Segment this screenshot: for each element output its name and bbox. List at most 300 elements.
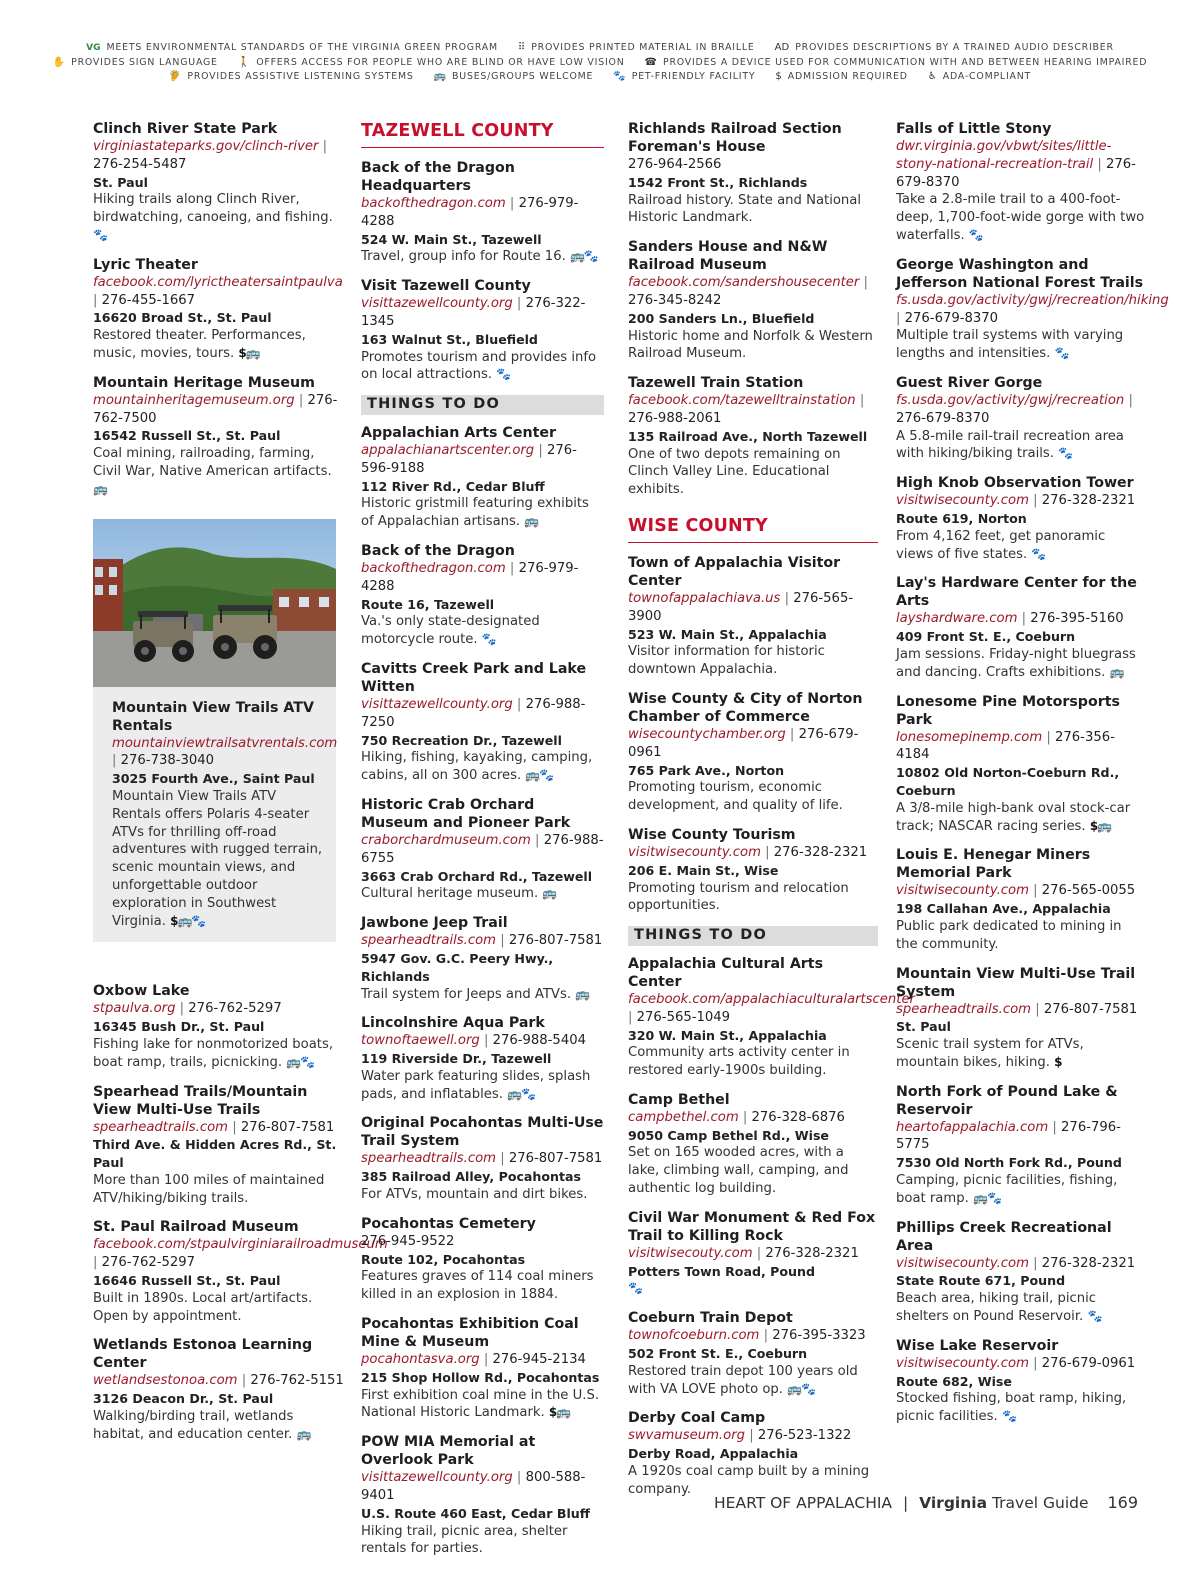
listing-name: Historic Crab Orchard Museum and Pioneer Park xyxy=(361,796,571,831)
listing-phone: 276-738-3040 xyxy=(120,753,215,769)
listing-address: 16542 Russell St., St. Paul xyxy=(93,428,281,444)
listing-description xyxy=(628,643,878,679)
legend-icon: 🚶 xyxy=(237,56,251,68)
listing-description xyxy=(93,1408,345,1444)
listing xyxy=(628,120,878,227)
description-text: More than 100 miles of maintained ATV/hiking/biking trails. xyxy=(93,1172,325,1206)
listing-url[interactable]: visitwisecounty.com xyxy=(896,493,1029,509)
listing-contact xyxy=(628,1245,878,1263)
listing-name: Back of the Dragon Headquarters xyxy=(361,160,515,194)
listing-url[interactable]: campbethel.com xyxy=(628,1109,739,1125)
listing-url[interactable]: spearheadtrails.com xyxy=(361,1151,497,1167)
legend-label: PET-FRIENDLY FACILITY xyxy=(631,71,756,82)
listing-name: Spearhead Trails/Mountain View Multi-Use Trails xyxy=(93,1083,308,1118)
listing-url[interactable]: dwr.virginia.gov/vbwt/sites/little-stony-national-recreation-trail xyxy=(896,139,1112,172)
listing-url[interactable]: appalachianartscenter.org xyxy=(361,442,535,458)
listing-url[interactable]: lonesomepinemp.com xyxy=(896,729,1043,745)
listing-address: 3025 Fourth Ave., Saint Paul xyxy=(112,771,315,787)
amenity-icons: 🚌🐾 xyxy=(525,768,554,783)
listing-address: 385 Railroad Alley, Pocahontas xyxy=(361,1169,582,1185)
listing-name: Pocahontas Cemetery xyxy=(361,1215,536,1232)
listing-contact xyxy=(112,735,338,771)
amenity-icons: 🐾 xyxy=(1058,446,1073,461)
listing-url[interactable]: spearheadtrails.com xyxy=(361,933,497,949)
listing-name: Mountain View Multi-Use Trail System xyxy=(896,965,1136,1000)
description-text: Features graves of 114 coal miners killed in an explosion in 1884. xyxy=(361,1269,594,1303)
things-to-do-heading: THINGS TO DO xyxy=(361,395,604,415)
wise-visitor-listings xyxy=(628,554,878,915)
listing-url[interactable]: wetlandsestonoa.com xyxy=(93,1373,238,1389)
footer-divider: | xyxy=(902,1494,909,1512)
listing-phone: 276-523-1322 xyxy=(757,1428,852,1444)
legend-item xyxy=(518,41,755,56)
listing-phone: 276-328-2321 xyxy=(773,844,868,860)
separator: | xyxy=(759,1328,773,1344)
legend-label: PROVIDES DESCRIPTIONS BY A TRAINED AUDIO DESCRIBER xyxy=(795,42,1114,53)
amenity-icons: $🚌🐾 xyxy=(170,913,206,928)
listing-contact xyxy=(628,844,878,862)
listing-contact xyxy=(628,991,915,1027)
listing-description xyxy=(628,1280,878,1298)
listing-phone: 276-328-6876 xyxy=(751,1109,845,1125)
listing-description xyxy=(896,1172,1146,1208)
listing-contact xyxy=(896,882,1146,900)
listing xyxy=(628,955,915,1080)
listing-url[interactable]: townoftaewell.org xyxy=(361,1033,480,1049)
listing-url[interactable]: heartofappalachia.com xyxy=(896,1119,1049,1135)
listing-address: Route 16, Tazewell xyxy=(361,596,495,612)
amenity-icons: 🐾 xyxy=(1001,1409,1016,1424)
listing-name: Cavitts Creek Park and Lake Witten xyxy=(361,660,587,695)
listing-address: 10802 Old Norton-Coeburn Rd., Coeburn xyxy=(896,765,1120,798)
listing xyxy=(896,120,1146,245)
amenity-icons: 🐾 xyxy=(968,227,983,242)
legend-icon: AD xyxy=(774,42,790,53)
listing-address: 16345 Bush Dr., St. Paul xyxy=(93,1019,265,1035)
listing-phone: 276-945-9522 xyxy=(361,1233,455,1249)
legend-label: ADA-COMPLIANT xyxy=(942,71,1032,82)
legend-label: PROVIDES PRINTED MATERIAL IN BRAILLE xyxy=(531,42,755,53)
listing-name: POW MIA Memorial at Overlook Park xyxy=(361,1434,536,1469)
listing-phone: 276-679-8370 xyxy=(904,310,999,326)
listing-contact xyxy=(896,1355,1146,1373)
listing-address: Third Ave. & Hidden Acres Rd., St. Paul xyxy=(93,1137,337,1171)
amenity-icons: 🚌 xyxy=(542,886,557,901)
listing-description xyxy=(896,918,1146,954)
listing-url[interactable]: visitwisecounty.com xyxy=(628,844,761,860)
separator: | xyxy=(752,1245,766,1261)
legend-item xyxy=(775,41,1114,56)
listing-url[interactable]: wisecountychamber.org xyxy=(628,726,786,742)
listing xyxy=(628,1091,878,1198)
separator: | xyxy=(1028,883,1042,899)
listing xyxy=(361,277,604,384)
listing-phone: 276-979-4288 xyxy=(361,560,579,594)
listing-url[interactable]: backofthedragon.com xyxy=(361,196,506,211)
listing-url[interactable]: visittazewellcounty.org xyxy=(361,296,513,312)
separator: | xyxy=(738,1109,752,1125)
separator: | xyxy=(1028,1255,1042,1271)
listing-address: 409 Front St. E., Coeburn xyxy=(896,629,1076,645)
listing-name: Appalachian Arts Center xyxy=(361,424,556,441)
listing-url[interactable]: craborchardmuseum.com xyxy=(361,832,531,848)
listing-name: Original Pocahontas Multi-Use Trail System xyxy=(361,1115,604,1150)
legend-item xyxy=(928,70,1031,85)
listing xyxy=(93,256,345,363)
listing-contact xyxy=(361,932,604,950)
legend-item xyxy=(613,70,755,85)
listing xyxy=(93,982,345,1071)
listing-contact xyxy=(628,1427,878,1445)
listing-description xyxy=(896,1036,1146,1072)
listing-description xyxy=(93,327,345,363)
listing xyxy=(361,1215,604,1304)
county-heading: WISE COUNTY xyxy=(628,515,878,543)
listing-url[interactable]: townofcoeburn.com xyxy=(628,1328,760,1344)
description-text: For ATVs, mountain and dirt bikes. xyxy=(361,1187,588,1203)
description-text: Va.'s only state-designated motorcycle route. xyxy=(361,614,540,648)
description-text: Trail system for Jeeps and ATVs. xyxy=(361,986,572,1002)
listing-url[interactable]: layshardware.com xyxy=(896,611,1018,627)
legend-label: MEETS ENVIRONMENTAL STANDARDS OF THE VIRGINIA GREEN PROGRAM xyxy=(106,42,498,53)
listing-url[interactable]: fs.usda.gov/activity/gwj/recreation xyxy=(896,392,1125,408)
legend-item xyxy=(53,56,218,71)
legend-icon: 🐾 xyxy=(613,71,626,82)
separator: | xyxy=(785,726,799,742)
description-text: Promoting tourism, economic development, and quality of life. xyxy=(628,780,843,814)
listing-url[interactable]: mountainviewtrailsatvrentals.com xyxy=(112,735,338,751)
listing xyxy=(93,374,345,499)
listing xyxy=(361,424,604,531)
separator: | xyxy=(530,832,544,848)
listing-url[interactable]: facebook.com/appalachiaculturalartscenter xyxy=(628,991,915,1007)
listing-phone: 276-679-8370 xyxy=(896,156,1136,190)
listing-address: St. Paul xyxy=(896,1019,951,1035)
amenity-icons: 🚌 xyxy=(296,1426,311,1441)
listing-description xyxy=(361,1268,604,1304)
listing-name: Back of the Dragon xyxy=(361,542,515,559)
separator: | xyxy=(93,1255,102,1271)
listing-address: U.S. Route 460 East, Cedar Bluff xyxy=(361,1505,590,1521)
separator: | xyxy=(1017,611,1031,627)
listing xyxy=(361,914,604,1003)
listing xyxy=(93,1336,345,1443)
listing-address: 215 Shop Hollow Rd., Pocahontas xyxy=(361,1369,600,1385)
listing-name: Wise County & City of Norton Chamber of Commerce xyxy=(628,690,863,725)
listing-description xyxy=(361,1523,604,1559)
separator: | xyxy=(93,292,102,308)
listing-address: 3126 Deacon Dr., St. Paul xyxy=(93,1391,274,1407)
listing-url[interactable]: pocahontasva.org xyxy=(361,1352,480,1368)
listing-description xyxy=(361,1186,604,1204)
listing-url[interactable]: visittazewellcounty.org xyxy=(361,1470,513,1486)
st-paul-listings xyxy=(93,120,345,499)
description-text: Scenic trail system for ATVs, mountain bikes, hiking. xyxy=(896,1037,1084,1070)
listing-contact xyxy=(628,1327,878,1345)
legend-icon: 🚌 xyxy=(433,71,447,82)
listing-url[interactable]: mountainheritagemuseum.org xyxy=(93,392,295,408)
listing-url[interactable]: visitwisecounty.com xyxy=(896,883,1029,899)
description-text: Historic home and Norfolk & Western Railroad Museum. xyxy=(628,328,873,362)
listing-contact xyxy=(361,696,604,732)
listing-description xyxy=(896,191,1146,244)
listing-phone: 276-807-7581 xyxy=(1043,1001,1138,1017)
listing-url[interactable]: facebook.com/tazewelltrainstation xyxy=(628,393,856,409)
description-text: Walking/birding trail, wetlands habitat, and education center. xyxy=(93,1409,294,1442)
description-text: A 1920s coal camp built by a mining company. xyxy=(628,1464,870,1497)
description-text: First exhibition coal mine in the U.S. National Historic Landmark. xyxy=(361,1387,600,1421)
listing-url[interactable]: backofthedragon.com xyxy=(361,560,506,576)
separator: | xyxy=(479,1033,493,1049)
listing-phone: 800-588-9401 xyxy=(361,1470,586,1504)
legend-icon: ☎ xyxy=(644,56,657,68)
listing-url[interactable]: visitwisecounty.com xyxy=(896,1355,1029,1371)
legend-label: BUSES/GROUPS WELCOME xyxy=(452,71,594,82)
listing-description xyxy=(896,327,1146,363)
accessibility-legend xyxy=(0,41,1200,85)
listing-description xyxy=(896,528,1146,564)
listing-phone: 276-807-7581 xyxy=(508,933,603,949)
listing-url[interactable]: spearheadtrails.com xyxy=(93,1119,229,1135)
description-text: Built in 1890s. Local art/artifacts. Open by appointment. xyxy=(93,1290,313,1324)
amenity-icons: 🐾 xyxy=(496,367,511,382)
description-text: Camping, picnic facilities, fishing, boat ramp. xyxy=(896,1173,1118,1206)
separator: | xyxy=(534,442,548,458)
listing-contact xyxy=(628,726,878,762)
listing-contact xyxy=(361,1150,604,1168)
listing-address: 16646 Russell St., St. Paul xyxy=(93,1273,281,1289)
description-text: Restored train depot 100 years old with VA LOVE photo op. xyxy=(628,1363,858,1397)
listing-address: 16620 Broad St., St. Paul xyxy=(93,310,272,326)
separator: | xyxy=(505,560,519,576)
listing-contact xyxy=(93,392,345,428)
description-text: Promotes tourism and provides info on local attractions. xyxy=(361,349,597,383)
listing-description xyxy=(628,1044,878,1080)
listing-address: 765 Park Ave., Norton xyxy=(628,762,785,778)
listing-name: Lyric Theater xyxy=(93,256,198,273)
description-text: Promoting tourism and relocation opportunities. xyxy=(628,880,849,914)
legend-icon: 🦻 xyxy=(168,71,182,82)
legend-icon: ⠿ xyxy=(517,42,526,53)
listing-contact xyxy=(93,1372,345,1390)
footer-brand: Virginia xyxy=(919,1494,988,1512)
listing-phone: 276-796-5775 xyxy=(896,1119,1121,1153)
amenity-icons: 🚌🐾 xyxy=(286,1054,315,1069)
listing-phone: 276-762-7500 xyxy=(93,392,338,426)
listing-phone: 276-254-5487 xyxy=(93,156,187,172)
listing-contact xyxy=(896,610,1146,628)
legend-item xyxy=(86,41,498,56)
listing-name: Louis E. Henegar Miners Memorial Park xyxy=(896,847,1091,882)
listing-description xyxy=(93,1172,345,1208)
description-text: Mountain View Trails ATV Rentals offers Polaris 4-seater ATVs for thrilling off-road adventures with rugged terrain, scenic mountain views, and unforgettable outdoor exploration in Southwest Virginia. xyxy=(112,788,323,929)
listing-description xyxy=(93,1290,345,1326)
listing-phone: 276-328-2321 xyxy=(1041,493,1136,509)
listing-phone: 276-565-1049 xyxy=(636,1009,731,1025)
listing-contact xyxy=(361,295,604,331)
listing-phone: 276-345-8242 xyxy=(628,292,722,308)
st-paul-listings-2 xyxy=(93,982,388,1443)
page-footer xyxy=(714,1493,1138,1512)
listing-url[interactable]: visittazewellcounty.org xyxy=(361,696,513,712)
listing-address: 502 Front St. E., Coeburn xyxy=(628,1346,808,1362)
listing-url[interactable]: spearheadtrails.com xyxy=(896,1001,1032,1017)
separator: | xyxy=(1048,1119,1062,1135)
listing xyxy=(361,1014,604,1103)
listing-address: Route 102, Pocahontas xyxy=(361,1251,526,1267)
listing-phone: 276-679-0961 xyxy=(1041,1355,1136,1371)
description-text: Restored theater. Performances, music, movies, tours. xyxy=(93,328,306,361)
listing-description xyxy=(896,646,1146,682)
listing-url[interactable]: virginiastateparks.gov/clinch-river xyxy=(93,139,319,154)
description-text: Travel, group info for Route 16. xyxy=(361,249,566,265)
listing-name: Wetlands Estonoa Learning Center xyxy=(93,1337,313,1372)
listing-name: Falls of Little Stony xyxy=(896,121,1052,137)
legend-icon: ✋ xyxy=(52,56,66,68)
listing-contact xyxy=(93,138,345,174)
listing-address: 206 E. Main St., Wise xyxy=(628,862,779,878)
listing-phone: 276-945-2134 xyxy=(492,1352,586,1368)
listing xyxy=(93,687,336,943)
listing-phone: 276-596-9188 xyxy=(361,442,577,476)
listing-phone: 276-988-5404 xyxy=(492,1033,586,1049)
description-text: Railroad history. State and National Historic Landmark. xyxy=(628,192,862,226)
amenity-icons: 🐾 xyxy=(1031,546,1046,561)
listing-description xyxy=(361,1387,604,1423)
listing xyxy=(361,796,604,903)
listing-phone: 276-807-7581 xyxy=(508,1151,603,1167)
separator: | xyxy=(896,310,905,326)
legend-item xyxy=(169,70,414,85)
amenity-icons: 🚌🐾 xyxy=(973,1190,1001,1205)
listing-contact xyxy=(896,1255,1146,1273)
separator: | xyxy=(496,933,509,949)
listing xyxy=(628,826,878,915)
listing-contact xyxy=(628,590,878,626)
separator: | xyxy=(1124,392,1133,408)
listing-description xyxy=(361,613,604,649)
listing-address: 163 Walnut St., Bluefield xyxy=(361,331,538,347)
amenity-icons: $🚌 xyxy=(238,345,260,360)
listing-name: Lonesome Pine Motorsports Park xyxy=(896,693,1120,728)
listing-contact xyxy=(628,274,878,310)
description-text: Public park dedicated to mining in the community. xyxy=(896,918,1122,952)
footer-guide: Travel Guide xyxy=(991,1494,1089,1512)
description-text: Coal mining, railroading, farming, Civil War, Native American artifacts. xyxy=(93,446,332,479)
listing-address: 1542 Front St., Richlands xyxy=(628,174,808,190)
description-text: Community arts activity center in restored early-1900s building. xyxy=(628,1045,850,1079)
listing-contact xyxy=(361,442,604,478)
separator: | xyxy=(294,392,308,408)
listing-phone: 276-322-1345 xyxy=(361,296,586,329)
listing-description xyxy=(628,779,878,815)
listing-name: North Fork of Pound Lake & Reservoir xyxy=(896,1083,1118,1118)
listing-description xyxy=(93,191,345,244)
listing-address: 524 W. Main St., Tazewell xyxy=(361,231,542,247)
listing-name: High Knob Observation Tower xyxy=(896,475,1134,492)
listing xyxy=(628,1409,878,1498)
listing-name: Oxbow Lake xyxy=(93,983,190,1000)
separator: | xyxy=(745,1428,758,1444)
listing-description xyxy=(93,445,345,498)
listing-url[interactable]: townofappalachiava.us xyxy=(628,590,781,606)
listing-phone: 276-679-8370 xyxy=(896,410,990,426)
listing-phone: 276-565-0055 xyxy=(1041,883,1136,899)
listing-url[interactable]: fs.usda.gov/activity/gwj/recreation/hiking xyxy=(896,292,1169,308)
amenity-icons: 🐾 xyxy=(1087,1309,1102,1324)
listing-phone: 276-762-5151 xyxy=(250,1373,344,1389)
column-2 xyxy=(361,120,604,1569)
amenity-icons: 🚌 xyxy=(1109,664,1124,679)
listing-name: Phillips Creek Recreational Area xyxy=(896,1219,1112,1254)
listing-url[interactable]: facebook.com/lyrictheatersaintpaulva xyxy=(93,274,343,290)
listing-phone: 276-395-3323 xyxy=(772,1328,866,1344)
listing-url[interactable]: facebook.com/stpaulvirginiarailroadmuseum xyxy=(93,1237,388,1253)
column-3 xyxy=(628,120,915,1510)
featured-listing xyxy=(93,687,336,943)
listing-contact xyxy=(896,492,1146,510)
legend-label: PROVIDES A DEVICE USED FOR COMMUNICATION WITH AND BETWEEN HEARING IMPAIRED xyxy=(662,56,1148,68)
listing-description xyxy=(896,800,1146,836)
legend-item xyxy=(434,70,594,85)
listing-url[interactable]: facebook.com/sandershousecenter xyxy=(628,275,860,291)
separator: | xyxy=(1093,156,1107,172)
column-1 xyxy=(93,120,388,1455)
listing-name: Jawbone Jeep Trail xyxy=(361,915,508,932)
listing-contact xyxy=(896,392,1146,428)
listing-name: Visit Tazewell County xyxy=(361,278,531,295)
separator: | xyxy=(318,139,328,154)
listing xyxy=(628,238,878,363)
listing-url[interactable]: stpaulva.org xyxy=(93,1001,176,1017)
listing-address: State Route 671, Pound xyxy=(896,1273,1066,1289)
description-text: Hiking, fishing, kayaking, camping, cabins, all on 300 acres. xyxy=(361,750,593,784)
listing-name: Tazewell Train Station xyxy=(628,375,804,392)
listing-description xyxy=(361,349,604,385)
listing-name: Town of Appalachia Visitor Center xyxy=(628,554,841,589)
listing-contact xyxy=(628,392,878,428)
featured-listing-box xyxy=(93,519,336,943)
listing-address: Route 682, Wise xyxy=(896,1373,1012,1389)
description-text: Historic gristmill featuring exhibits of Appalachian artisans. xyxy=(361,496,589,530)
legend-item xyxy=(775,70,907,85)
listing-contact xyxy=(361,832,604,868)
listing xyxy=(361,660,604,785)
county-heading: TAZEWELL COUNTY xyxy=(361,120,604,148)
description-text: Cultural heritage museum. xyxy=(361,886,539,902)
listing-name: Mountain Heritage Museum xyxy=(93,374,315,391)
separator: | xyxy=(512,696,526,712)
listing-phone: 276-762-5297 xyxy=(188,1001,282,1017)
amenity-icons: $🚌 xyxy=(548,1405,571,1420)
listing xyxy=(896,1083,1146,1208)
listing-url[interactable]: visitwisecouty.com xyxy=(628,1245,753,1261)
amenity-icons: 🚌 xyxy=(575,986,590,1001)
listing-name: Wise Lake Reservoir xyxy=(896,1337,1059,1354)
separator: | xyxy=(512,1470,526,1486)
listing-name: Pocahontas Exhibition Coal Mine & Museum xyxy=(361,1316,579,1351)
listing-url[interactable]: swvamuseum.org xyxy=(628,1428,745,1444)
listing xyxy=(896,256,1169,363)
tazewell-visitor-listings xyxy=(361,159,604,384)
listing-name: Civil War Monument & Red Fox Trail to Killing Rock xyxy=(628,1209,876,1244)
separator: | xyxy=(1028,1355,1042,1371)
listing-contact xyxy=(93,1236,388,1272)
listing-url[interactable]: visitwisecounty.com xyxy=(896,1255,1029,1271)
amenity-icons: 🐾 xyxy=(1054,346,1069,361)
separator: | xyxy=(112,753,121,769)
amenity-icons: 🚌🐾 xyxy=(569,249,598,264)
